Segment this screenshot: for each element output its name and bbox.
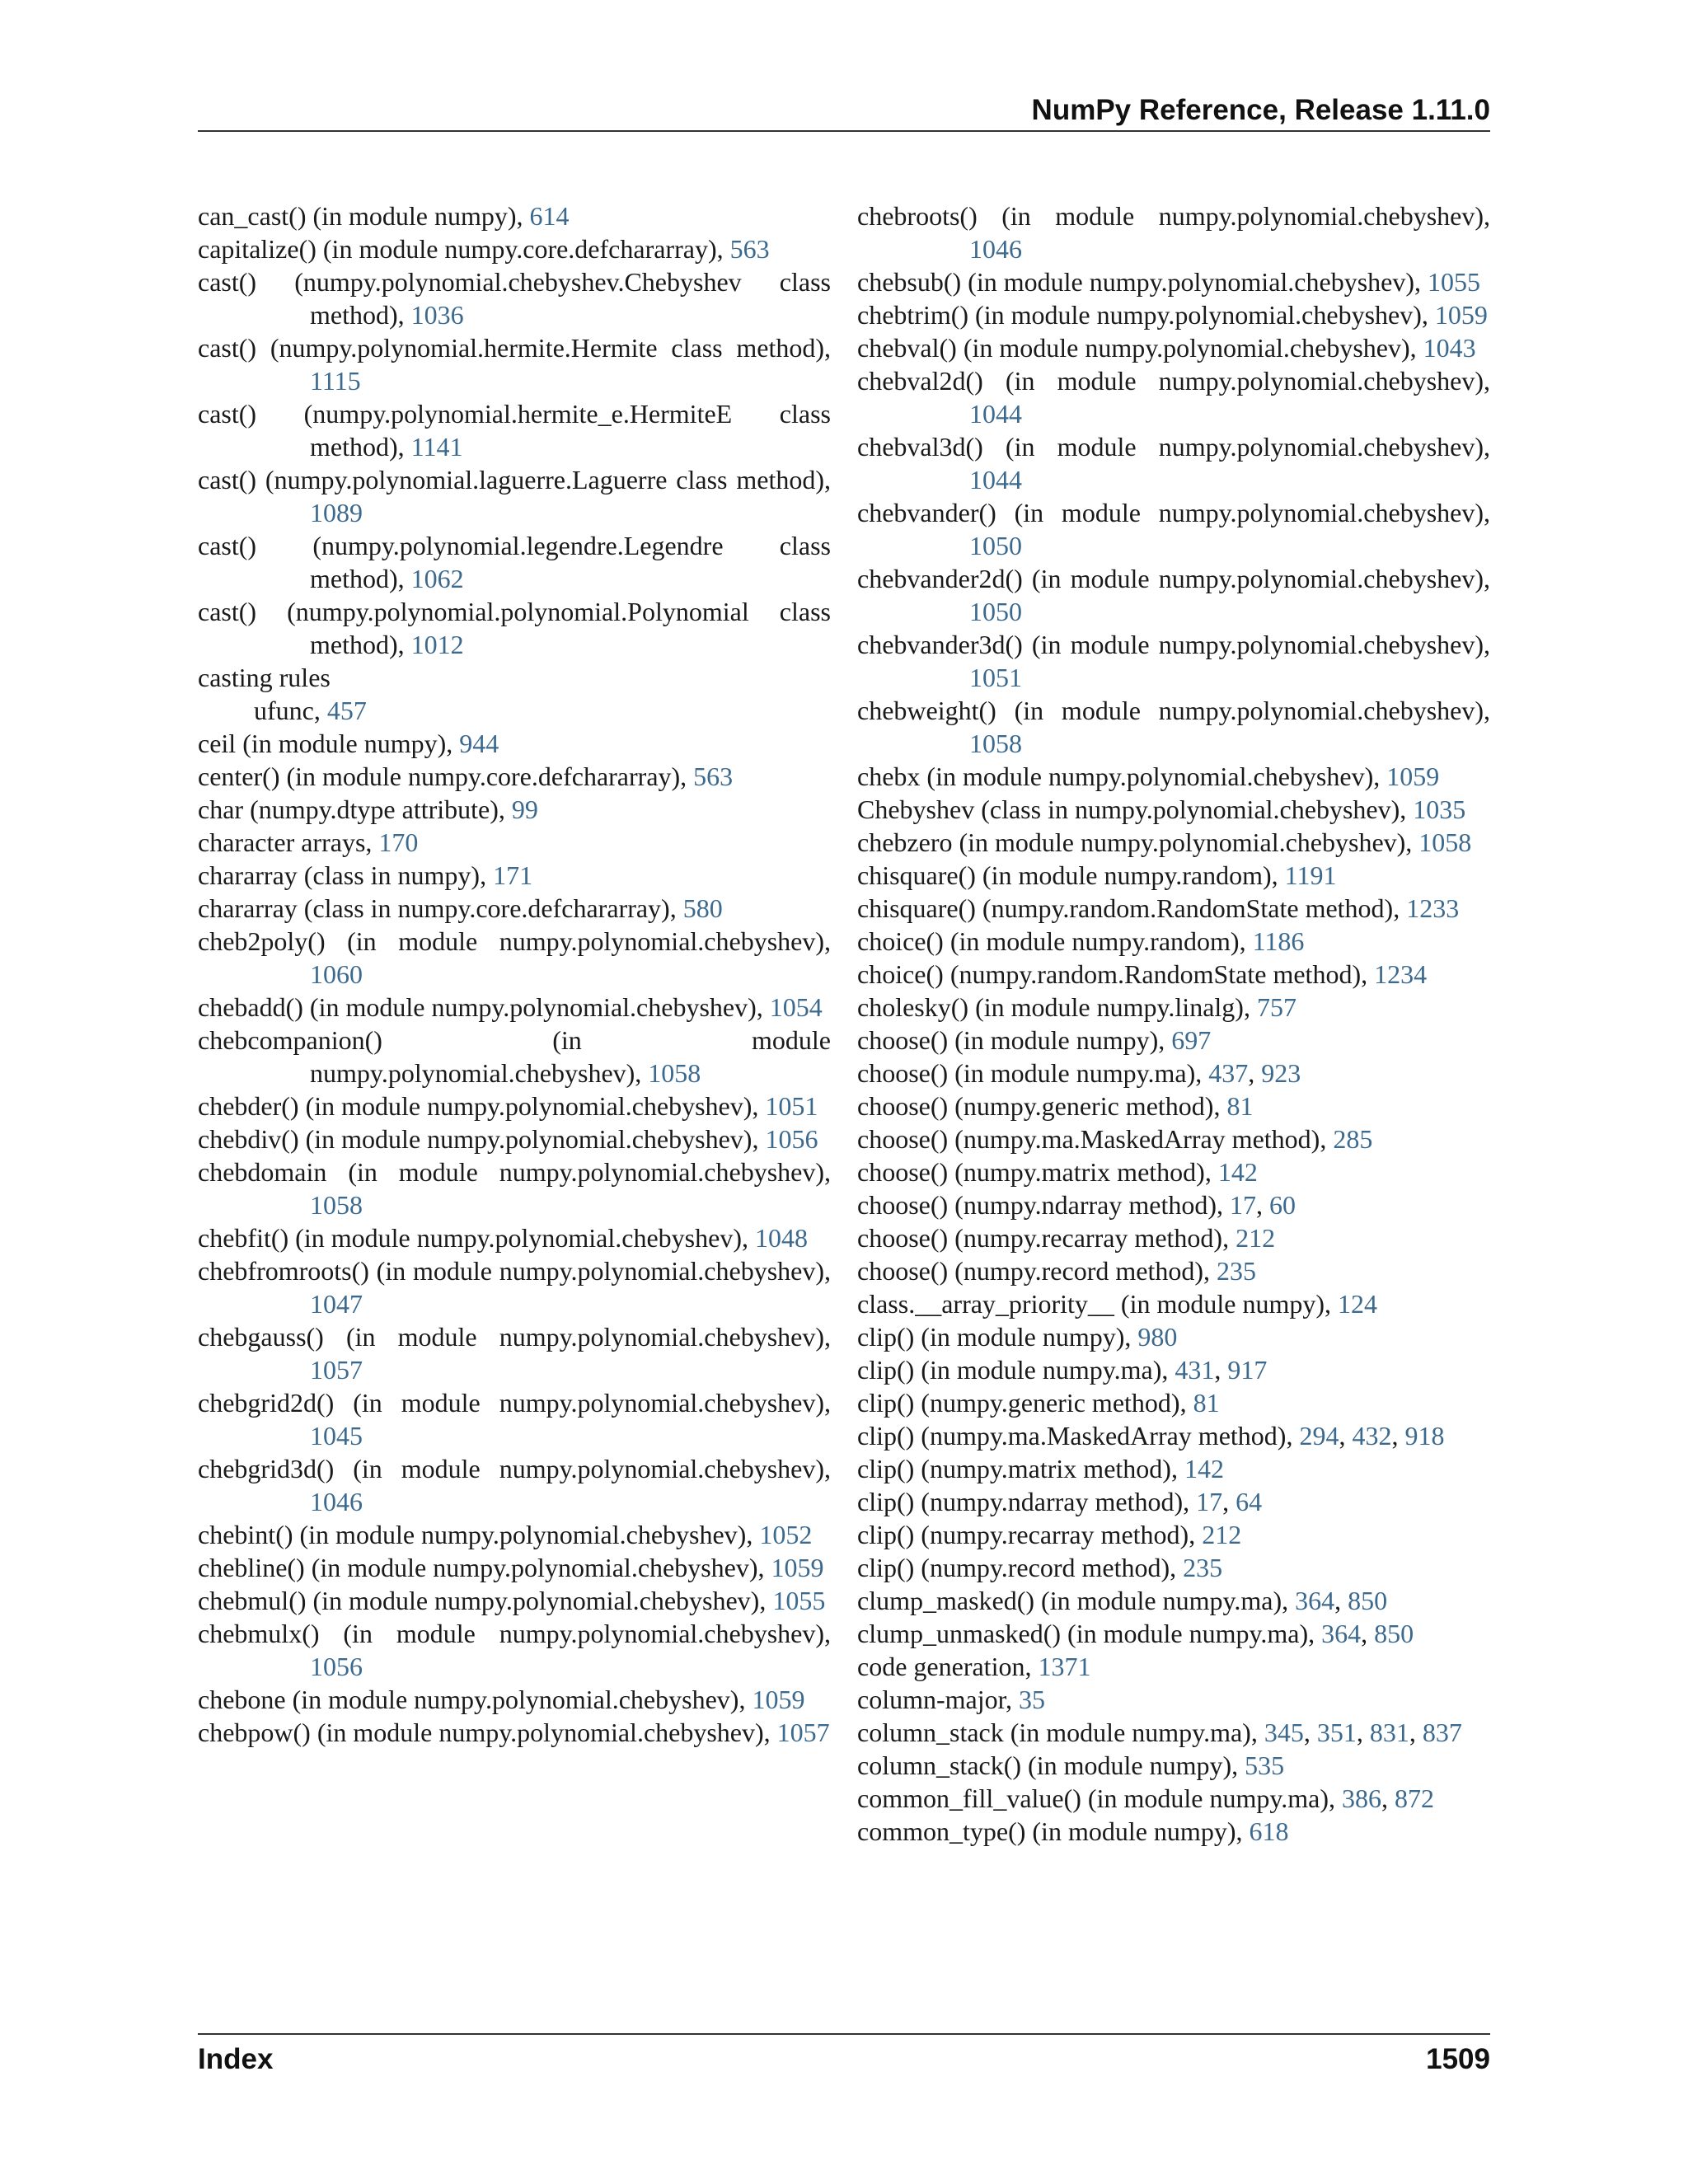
index-term: class.__array_priority__ (in module numpy), [857, 1289, 1338, 1319]
index-entry [198, 265, 831, 331]
index-entry [857, 793, 1490, 826]
footer-rule [198, 2033, 1490, 2035]
index-entry [198, 529, 831, 595]
page-reference-link[interactable]: 431 [1175, 1355, 1215, 1385]
index-term: ceil (in module numpy), [198, 729, 460, 758]
index-entry [857, 859, 1490, 892]
index-entry [857, 1155, 1490, 1188]
index-entry [857, 826, 1490, 859]
page-reference-link[interactable]: 285 [1333, 1124, 1373, 1154]
index-entry [198, 1122, 831, 1155]
page-reference-link[interactable]: 64 [1236, 1487, 1263, 1516]
index-entry: clip() (numpy.ma.MaskedArray method), 294, 432, 918 [857, 1421, 1445, 1451]
index-entry [857, 1518, 1490, 1551]
index-term: cast() (numpy.polynomial.chebyshev.Chebyshev class method), [198, 267, 831, 330]
index-term: clip() (numpy.ma.MaskedArray method), [857, 1421, 1300, 1451]
index-entry [198, 661, 831, 694]
index-term: clump_unmasked() (in module numpy.ma), [857, 1619, 1322, 1648]
page-reference-link[interactable]: 35 [1019, 1685, 1045, 1714]
index-term: clip() (numpy.ndarray method), [857, 1487, 1197, 1516]
index-term: choose() (numpy.recarray method), [857, 1223, 1236, 1253]
index-term: chebvander2d() (in module numpy.polynomial.chebyshev), [857, 564, 1490, 593]
index-entry [857, 1090, 1490, 1122]
index-column-left [198, 199, 831, 1749]
index-term: can_cast() (in module numpy), [198, 201, 530, 231]
page-reference-link[interactable]: 294 [1299, 1421, 1339, 1451]
index-term: chebval() (in module numpy.polynomial.chebyshev), [857, 333, 1423, 363]
index-term: chebzero (in module numpy.polynomial.chebyshev), [857, 827, 1419, 857]
page-reference-link[interactable]: 99 [511, 794, 538, 824]
index-entry [198, 1024, 831, 1090]
index-term: capitalize() (in module numpy.core.defchararray), [198, 234, 730, 264]
page-reference-link[interactable]: 364 [1295, 1586, 1335, 1615]
index-term: chebx (in module numpy.polynomial.chebyshev), [857, 762, 1387, 791]
index-term: choose() (numpy.matrix method), [857, 1157, 1218, 1187]
index-entry [857, 562, 1490, 628]
page-reference-link[interactable]: 1056 [310, 1652, 363, 1681]
index-entry: common_fill_value() (in module numpy.ma), 386, 872 [857, 1783, 1435, 1813]
page-reference-link[interactable]: 1186 [1252, 926, 1305, 956]
page-reference-link[interactable]: 386 [1342, 1783, 1382, 1813]
index-term: column-major, [857, 1685, 1019, 1714]
index-entry [857, 331, 1490, 364]
page-reference-link[interactable]: 437 [1208, 1058, 1249, 1088]
index-term: chebdomain (in module numpy.polynomial.chebyshev), [198, 1157, 831, 1187]
page-reference-link[interactable]: 1058 [1418, 827, 1472, 857]
page-reference-link[interactable]: 212 [1236, 1223, 1276, 1253]
index-term: chebval3d() (in module numpy.polynomial.chebyshev), [857, 432, 1490, 462]
index-entry: clump_unmasked() (in module numpy.ma), 364, 850 [857, 1619, 1414, 1648]
page-reference-link[interactable]: 1046 [310, 1487, 363, 1516]
index-entry [198, 1716, 831, 1749]
index-term: chebdiv() (in module numpy.polynomial.chebyshev), [198, 1124, 766, 1154]
index-entry: choose() (in module numpy.ma), 437, 923 [857, 1058, 1301, 1088]
index-entry [857, 1683, 1490, 1716]
index-term: common_fill_value() (in module numpy.ma), [857, 1783, 1343, 1813]
page-reference-link[interactable]: 1059 [771, 1553, 824, 1582]
page-reference-link[interactable]: 1044 [969, 465, 1022, 494]
page-reference-link[interactable]: 17 [1196, 1487, 1223, 1516]
index-term: center() (in module numpy.core.defchararray), [198, 762, 694, 791]
index-entry [198, 793, 831, 826]
page-reference-link[interactable]: 1141 [410, 432, 463, 462]
page-reference-link[interactable]: 345 [1264, 1718, 1304, 1747]
index-entry [198, 760, 831, 793]
page-reference-link[interactable]: 1051 [969, 663, 1022, 692]
page-reference-link[interactable]: 17 [1230, 1190, 1256, 1220]
index-column-right [857, 199, 1490, 1848]
index-term: cast() (numpy.polynomial.polynomial.Polynomial class method), [198, 597, 831, 659]
index-term: chebtrim() (in module numpy.polynomial.chebyshev), [857, 300, 1435, 330]
index-entry [198, 1452, 831, 1518]
index-entry [198, 925, 831, 991]
index-entry [857, 1749, 1490, 1782]
page-reference-link[interactable]: 1234 [1374, 959, 1428, 989]
index-subentry [198, 694, 831, 727]
index-term: chebmulx() (in module numpy.polynomial.chebyshev), [198, 1619, 831, 1648]
page-reference-link[interactable]: 1057 [776, 1718, 830, 1747]
index-entry [198, 1221, 831, 1254]
page-reference-link[interactable]: 1057 [310, 1355, 363, 1385]
page-reference-link[interactable]: 918 [1404, 1421, 1445, 1451]
index-entry [857, 1024, 1490, 1057]
index-term: chebweight() (in module numpy.polynomial.chebyshev), [857, 696, 1490, 725]
index-entry [857, 958, 1490, 991]
index-term: chebint() (in module numpy.polynomial.chebyshev), [198, 1520, 760, 1549]
index-term: chebadd() (in module numpy.polynomial.chebyshev), [198, 992, 770, 1022]
index-term: chebone (in module numpy.polynomial.chebyshev), [198, 1685, 753, 1714]
page-reference-link[interactable]: 1055 [1428, 267, 1480, 297]
index-entry [857, 925, 1490, 958]
page-reference-link[interactable]: 351 [1316, 1718, 1357, 1747]
index-term: chebfromroots() (in module numpy.polynomial.chebyshev), [198, 1256, 831, 1286]
page-reference-link[interactable]: 60 [1269, 1190, 1296, 1220]
index-entry [857, 1452, 1490, 1485]
page-reference-link[interactable]: 923 [1261, 1058, 1301, 1088]
page-reference-link[interactable]: 563 [693, 762, 734, 791]
index-entry [857, 694, 1490, 760]
page-reference-link[interactable]: 1036 [410, 300, 464, 330]
index-entry [857, 1287, 1490, 1320]
index-entry [857, 298, 1490, 331]
index-entry [857, 430, 1490, 496]
page-reference-link[interactable]: 170 [378, 827, 419, 857]
page-reference-link[interactable]: 837 [1422, 1718, 1462, 1747]
page-reference-link[interactable]: 850 [1348, 1586, 1388, 1615]
index-term: chebgauss() (in module numpy.polynomial.chebyshev), [198, 1322, 831, 1352]
page-reference-link[interactable]: 1056 [765, 1124, 818, 1154]
index-term: column_stack (in module numpy.ma), [857, 1718, 1264, 1747]
index-term: code generation, [857, 1652, 1039, 1681]
index-entry [198, 232, 831, 265]
index-term: ufunc, [254, 696, 327, 725]
page-reference-link[interactable]: 1048 [754, 1223, 808, 1253]
index-term: column_stack() (in module numpy), [857, 1750, 1245, 1780]
index-term: cheb2poly() (in module numpy.polynomial.chebyshev), [198, 926, 831, 956]
index-entry [198, 727, 831, 760]
page-reference-link[interactable]: 614 [529, 201, 570, 231]
index-term: cholesky() (in module numpy.linalg), [857, 992, 1257, 1022]
index-term: chebfit() (in module numpy.polynomial.chebyshev), [198, 1223, 755, 1253]
page-reference-link[interactable]: 364 [1321, 1619, 1362, 1648]
index-entry [857, 991, 1490, 1024]
index-entry [198, 991, 831, 1024]
page-reference-link[interactable]: 1052 [759, 1520, 813, 1549]
index-term: clip() (numpy.matrix method), [857, 1454, 1184, 1483]
index-term: clip() (in module numpy.ma), [857, 1355, 1175, 1385]
page-reference-link[interactable]: 580 [682, 893, 723, 923]
index-entry [198, 826, 831, 859]
index-entry [198, 1617, 831, 1683]
page-reference-link[interactable]: 1060 [310, 959, 363, 989]
index-entry [198, 463, 831, 529]
index-entry: column_stack (in module numpy.ma), 345, 351, 831, 837 [857, 1718, 1462, 1747]
page-reference-link[interactable]: 1371 [1038, 1652, 1091, 1681]
index-entry [198, 1386, 831, 1452]
index-entry: clip() (numpy.ndarray method), 17, 64 [857, 1487, 1263, 1516]
running-header-title: NumPy Reference, Release 1.11.0 [1031, 94, 1490, 126]
page-number: 1509 [1426, 2043, 1490, 2075]
page-reference-link[interactable]: 535 [1245, 1750, 1285, 1780]
index-term: chebder() (in module numpy.polynomial.chebyshev), [198, 1091, 766, 1121]
index-entry [857, 265, 1490, 298]
page-reference-link[interactable]: 1115 [310, 366, 361, 396]
index-term: chebroots() (in module numpy.polynomial.chebyshev), [857, 201, 1490, 231]
index-entry [857, 628, 1490, 694]
index-term: chebpow() (in module numpy.polynomial.chebyshev), [198, 1718, 777, 1747]
index-entry [857, 1551, 1490, 1584]
index-term: cast() (numpy.polynomial.hermite.Hermite class method), [198, 333, 831, 363]
page-reference-link[interactable]: 1054 [769, 992, 823, 1022]
page-reference-link[interactable]: 1047 [310, 1289, 363, 1319]
index-term: char (numpy.dtype attribute), [198, 794, 512, 824]
page-reference-link[interactable]: 124 [1337, 1289, 1377, 1319]
index-term: casting rules [198, 663, 331, 692]
index-entry [857, 1254, 1490, 1287]
index-term: Chebyshev (class in numpy.polynomial.chebyshev), [857, 794, 1414, 824]
index-entry [198, 1584, 831, 1617]
index-term: chebmul() (in module numpy.polynomial.chebyshev), [198, 1586, 773, 1615]
index-term: chisquare() (numpy.random.RandomState method), [857, 893, 1407, 923]
page-reference-link[interactable]: 1059 [752, 1685, 805, 1714]
index-term: chebsub() (in module numpy.polynomial.chebyshev), [857, 267, 1428, 297]
index-term: clump_masked() (in module numpy.ma), [857, 1586, 1296, 1615]
index-entry [198, 199, 831, 232]
index-term: chisquare() (in module numpy.random), [857, 860, 1285, 890]
page-reference-link[interactable]: 235 [1183, 1553, 1223, 1582]
page-reference-link[interactable]: 81 [1193, 1388, 1220, 1418]
index-term: clip() (numpy.record method), [857, 1553, 1184, 1582]
page-reference-link[interactable]: 457 [326, 696, 367, 725]
index-term: clip() (numpy.generic method), [857, 1388, 1193, 1418]
page-reference-link[interactable]: 944 [459, 729, 499, 758]
page-reference-link[interactable]: 1058 [310, 1190, 363, 1220]
page-reference-link[interactable]: 1191 [1284, 860, 1337, 890]
index-entry [198, 892, 831, 925]
index-entry [198, 1090, 831, 1122]
header-rule [198, 130, 1490, 132]
footer-section-label: Index [198, 2043, 274, 2075]
index-entry [198, 1254, 831, 1320]
page-reference-link[interactable]: 81 [1226, 1091, 1254, 1121]
page-reference-link[interactable]: 1044 [969, 399, 1022, 429]
index-entry: clip() (in module numpy.ma), 431, 917 [857, 1355, 1268, 1385]
page-reference-link[interactable]: 917 [1227, 1355, 1268, 1385]
index-term: chebval2d() (in module numpy.polynomial.chebyshev), [857, 366, 1490, 396]
index-entry [198, 331, 831, 397]
page-reference-link[interactable]: 697 [1171, 1025, 1212, 1055]
index-entry [198, 1683, 831, 1716]
index-term: common_type() (in module numpy), [857, 1816, 1250, 1846]
page-reference-link[interactable]: 1050 [969, 597, 1022, 626]
page-reference-link[interactable]: 618 [1249, 1816, 1289, 1846]
index-entry [857, 1386, 1490, 1419]
page-reference-link[interactable]: 1059 [1434, 300, 1488, 330]
page-reference-link[interactable]: 142 [1217, 1157, 1258, 1187]
index-term: choose() (numpy.generic method), [857, 1091, 1227, 1121]
page-reference-link[interactable]: 171 [493, 860, 533, 890]
index-entry [857, 1320, 1490, 1353]
index-entry [198, 397, 831, 463]
page-reference-link[interactable]: 1012 [410, 630, 464, 659]
index-term: chebvander3d() (in module numpy.polynomial.chebyshev), [857, 630, 1490, 659]
index-entry: choose() (numpy.ndarray method), 17, 60 [857, 1190, 1296, 1220]
index-term: choose() (in module numpy), [857, 1025, 1172, 1055]
page-reference-link[interactable]: 757 [1256, 992, 1296, 1022]
index-term: choose() (in module numpy.ma), [857, 1058, 1209, 1088]
index-entry [198, 859, 831, 892]
page-reference-link[interactable]: 831 [1369, 1718, 1409, 1747]
page-reference-link[interactable]: 1233 [1406, 893, 1460, 923]
index-term: cast() (numpy.polynomial.hermite_e.HermiteE class method), [198, 399, 831, 462]
index-entry [857, 1650, 1490, 1683]
index-entry [198, 595, 831, 661]
index-entry [198, 1518, 831, 1551]
index-entry [857, 1221, 1490, 1254]
page-reference-link[interactable]: 563 [729, 234, 770, 264]
page-reference-link[interactable]: 1055 [772, 1586, 826, 1615]
index-term: chebgrid3d() (in module numpy.polynomial.chebyshev), [198, 1454, 831, 1483]
index-term: chebline() (in module numpy.polynomial.chebyshev), [198, 1553, 771, 1582]
index-term: chararray (class in numpy.core.defchararray), [198, 893, 683, 923]
page-reference-link[interactable]: 1045 [310, 1421, 363, 1451]
page-reference-link[interactable]: 1089 [310, 498, 363, 527]
index-term: chararray (class in numpy), [198, 860, 494, 890]
index-term: cast() (numpy.polynomial.legendre.Legendre class method), [198, 531, 831, 593]
page-reference-link[interactable]: 1058 [648, 1058, 701, 1088]
page-reference-link[interactable]: 212 [1202, 1520, 1242, 1549]
index-term: chebvander() (in module numpy.polynomial.chebyshev), [857, 498, 1490, 527]
page-reference-link[interactable]: 980 [1137, 1322, 1178, 1352]
index-entry: clump_masked() (in module numpy.ma), 364, 850 [857, 1586, 1388, 1615]
page-reference-link[interactable]: 1062 [410, 564, 464, 593]
index-term: clip() (numpy.recarray method), [857, 1520, 1203, 1549]
index-term: clip() (in module numpy), [857, 1322, 1138, 1352]
index-term: chebcompanion() (in module numpy.polynomial.chebyshev), [198, 1025, 831, 1088]
page-reference-link[interactable]: 1050 [969, 531, 1022, 560]
page-reference-link[interactable]: 1051 [765, 1091, 818, 1121]
index-entry [198, 1551, 831, 1584]
page-reference-link[interactable]: 432 [1352, 1421, 1392, 1451]
page-reference-link[interactable]: 1059 [1386, 762, 1440, 791]
index-entry [857, 199, 1490, 265]
index-entry [857, 1815, 1490, 1848]
page-reference-link[interactable]: 1043 [1423, 333, 1476, 363]
index-entry [857, 364, 1490, 430]
page-reference-link[interactable]: 872 [1395, 1783, 1435, 1813]
index-term: character arrays, [198, 827, 379, 857]
index-term: choice() (numpy.random.RandomState method), [857, 959, 1375, 989]
page-reference-link[interactable]: 850 [1374, 1619, 1414, 1648]
page-reference-link[interactable]: 142 [1184, 1454, 1224, 1483]
page-reference-link[interactable]: 1046 [969, 234, 1022, 264]
page-reference-link[interactable]: 1035 [1413, 794, 1466, 824]
page-reference-link[interactable]: 235 [1217, 1256, 1256, 1286]
index-term: choose() (numpy.ndarray method), [857, 1190, 1230, 1220]
index-term: choice() (in module numpy.random), [857, 926, 1253, 956]
index-entry [198, 1320, 831, 1386]
index-entry [857, 1122, 1490, 1155]
index-term: chebgrid2d() (in module numpy.polynomial.chebyshev), [198, 1388, 831, 1418]
index-entry [198, 1155, 831, 1221]
index-entry [857, 760, 1490, 793]
index-entry [857, 892, 1490, 925]
index-term: cast() (numpy.polynomial.laguerre.Laguerre class method), [198, 465, 831, 494]
index-entry [857, 496, 1490, 562]
index-term: choose() (numpy.ma.MaskedArray method), [857, 1124, 1334, 1154]
index-term: choose() (numpy.record method), [857, 1256, 1217, 1286]
page-reference-link[interactable]: 1058 [969, 729, 1022, 758]
